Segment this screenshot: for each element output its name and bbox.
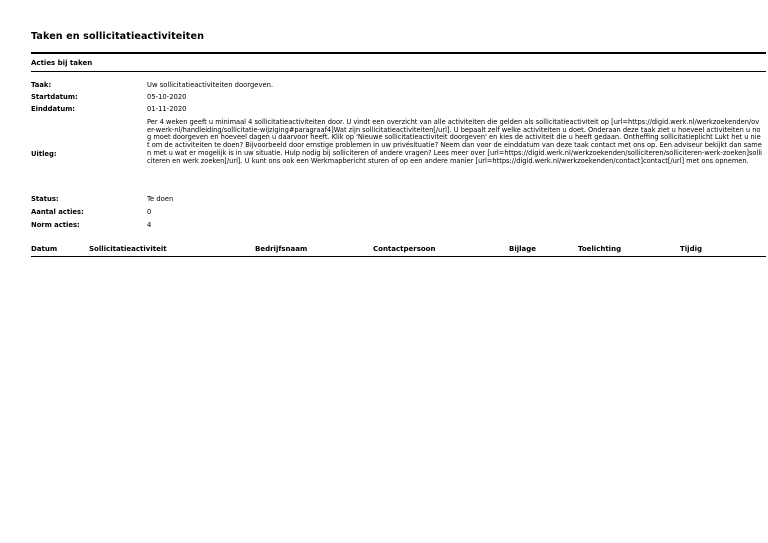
aantal-acties-value: 0 xyxy=(147,208,152,216)
aantal-acties-label: Aantal acties: xyxy=(31,208,84,216)
taak-value: Uw sollicitatieactiviteiten doorgeven. xyxy=(147,81,274,89)
column-header-sollicitatieactiviteit: Sollicitatieactiviteit xyxy=(89,245,167,253)
section-heading: Acties bij taken xyxy=(31,59,93,67)
column-header-bijlage: Bijlage xyxy=(509,245,537,253)
einddatum-value: 01-11-2020 xyxy=(147,105,187,113)
column-header-bedrijfsnaam: Bedrijfsnaam xyxy=(255,245,308,253)
column-header-tijdig: Tijdig xyxy=(680,245,702,253)
status-value: Te doen xyxy=(147,195,174,203)
startdatum-label: Startdatum: xyxy=(31,93,78,101)
uitleg-label: Uitleg: xyxy=(31,150,57,158)
status-label: Status: xyxy=(31,195,59,203)
uitleg-value: Per 4 weken geeft u minimaal 4 sollicitatieactiviteiten door. U vindt een overzicht van alle activiteiten die gelden als sollicitatieactiviteit op [url=https://digid.werk.nl/werkzoekenden/over-werk-nl/handleiding/sollicitatie-wijziging#paragraaf4]Wat zijn sollicitatieactiviteiten[/url]. U bepaalt zelf welke activiteiten u doet. Onderaan deze taak ziet u hoeveel activiteiten u nog moet doorgeven en hoeveel dagen u daarvoor heeft. Klik op 'Nieuwe sollicitatieactiviteit doorgeven' en kies de activiteit die u heeft gedaan. Ontheffing sollicitatieplicht Lukt het u niet om de activiteiten te doen? Bijvoorbeeld door ernstige problemen in uw privésituatie? Neem dan voor de einddatum van deze taak contact met ons op. Een adviseur bekijkt dan samen met u wat er mogelijk is in uw situatie. Hulp nodig bij solliciteren of andere vragen? Lees meer over [url=https://digid.werk.nl/werkzoekenden/solliciteren/solliciteren-werk-zoeken]solliciteren en werk zoeken[/url]. U kunt ons ook een Werkmapbericht sturen of op een andere manier [url=https://digid.werk.nl/werkzoekenden/contact]contact[/url] met ons opnemen. xyxy=(147,118,763,165)
page-title: Taken en sollicitatieactiviteiten xyxy=(31,31,205,42)
column-header-datum: Datum xyxy=(31,245,58,253)
norm-acties-value: 4 xyxy=(147,221,152,229)
startdatum-value: 05-10-2020 xyxy=(147,93,187,101)
section-divider xyxy=(31,71,766,72)
taak-label: Taak: xyxy=(31,81,52,89)
table-header-divider xyxy=(31,256,766,257)
column-header-contactpersoon: Contactpersoon xyxy=(373,245,436,253)
einddatum-label: Einddatum: xyxy=(31,105,76,113)
column-header-toelichting: Toelichting xyxy=(578,245,622,253)
norm-acties-label: Norm acties: xyxy=(31,221,80,229)
title-divider xyxy=(31,52,766,54)
